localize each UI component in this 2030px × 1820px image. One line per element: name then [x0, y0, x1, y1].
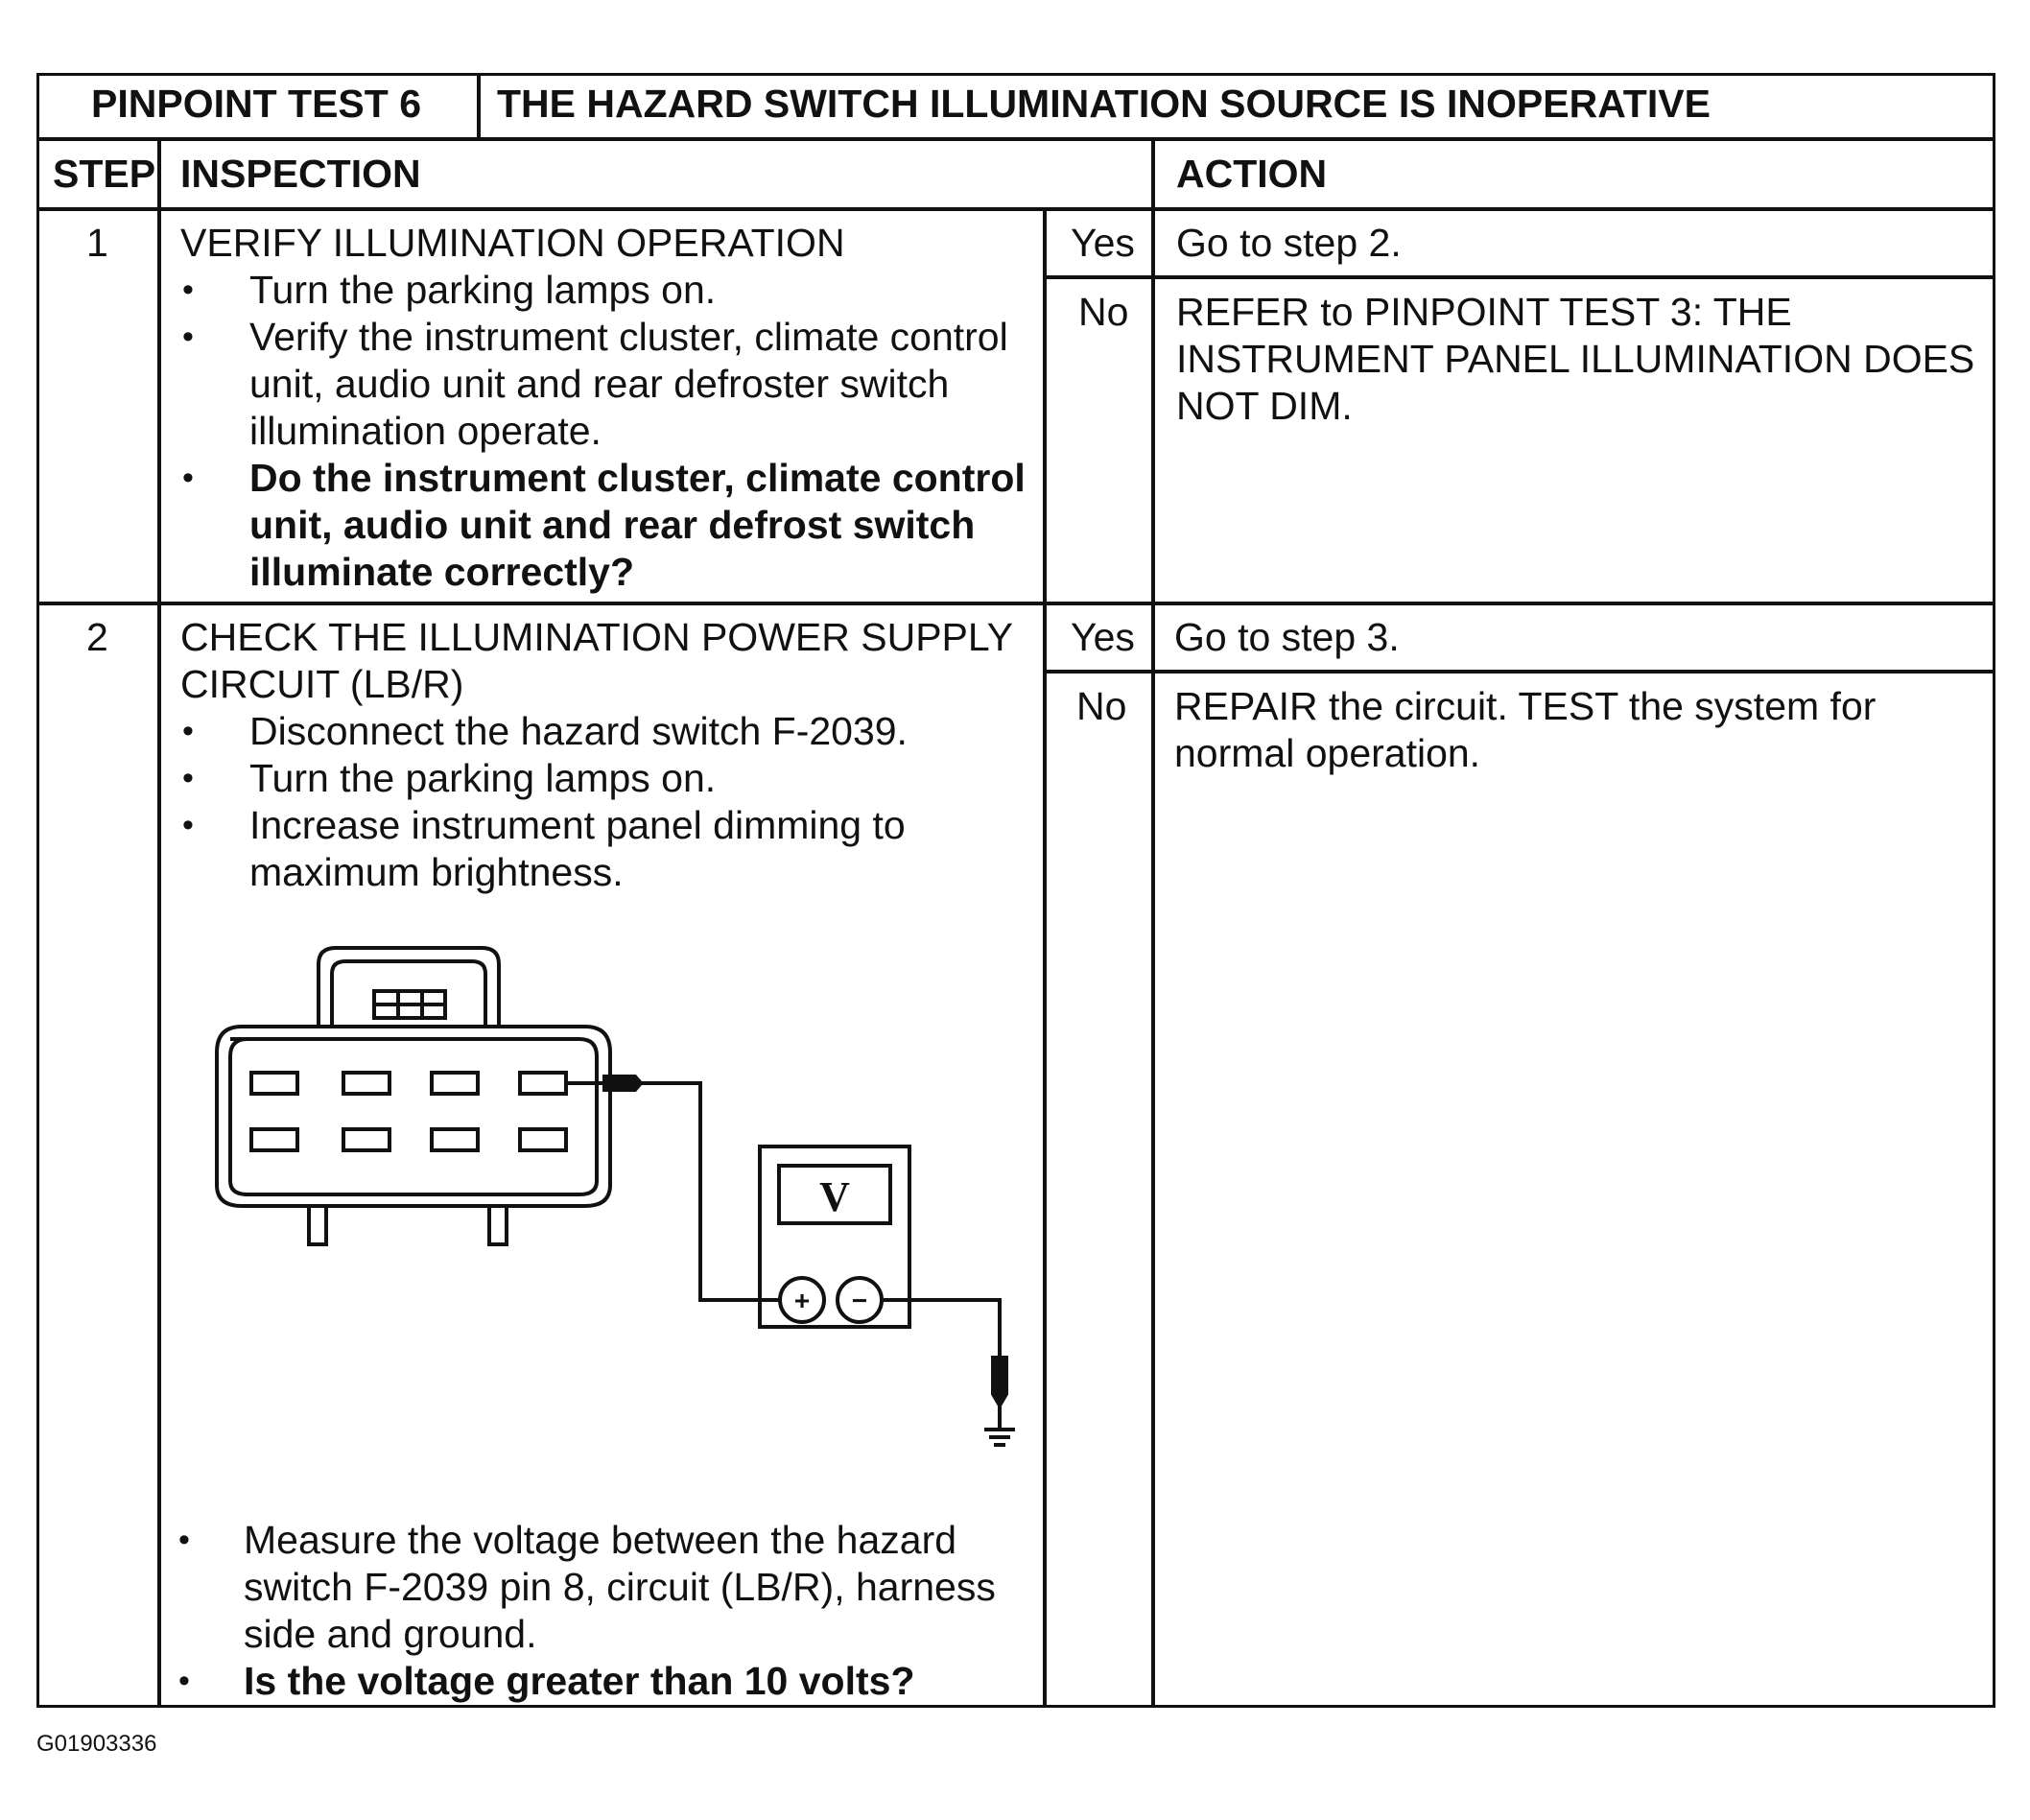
connector-pin: [520, 1129, 566, 1150]
step-number: 2: [86, 615, 108, 659]
bullet-text: unit, audio unit and rear defroster switch: [249, 362, 950, 406]
no-action: REPAIR the circuit. TEST the system for: [1174, 684, 1877, 728]
bullet: •: [182, 319, 194, 355]
bullet-text: Measure the voltage between the hazard: [244, 1518, 957, 1562]
divider-action-col: [1151, 137, 1155, 1708]
bullet: •: [178, 1663, 190, 1699]
ground-probe: [993, 1358, 1006, 1406]
divider-step1-yes: [1046, 275, 1995, 279]
yes-action: Go to step 2.: [1176, 221, 1402, 265]
bullet: •: [182, 272, 194, 308]
no-action: NOT DIM.: [1176, 384, 1353, 428]
bullet-text: Increase instrument panel dimming to: [249, 803, 906, 847]
step-title: CIRCUIT (LB/R): [180, 662, 464, 706]
no-action: INSTRUMENT PANEL ILLUMINATION DOES: [1176, 337, 1975, 381]
bullet: •: [178, 1522, 190, 1558]
divider-header: [36, 137, 1995, 141]
no-label: No: [1078, 290, 1129, 334]
step-title: CHECK THE ILLUMINATION POWER SUPPLY: [180, 615, 1013, 659]
voltmeter-label: V: [819, 1173, 850, 1220]
connector-pin: [432, 1129, 478, 1150]
question-text: illuminate correctly?: [249, 550, 635, 594]
bullet: •: [182, 460, 194, 496]
step-title: VERIFY ILLUMINATION OPERATION: [180, 221, 845, 265]
yes-label: Yes: [1071, 615, 1135, 659]
bullet-text: Verify the instrument cluster, climate control: [249, 315, 1008, 359]
connector-pin-8: [520, 1073, 566, 1094]
question-text: Do the instrument cluster, climate control: [249, 456, 1026, 500]
divider-step-col: [157, 137, 161, 1708]
bullet: •: [182, 760, 194, 796]
probe-tip: [604, 1076, 641, 1090]
test-title: THE HAZARD SWITCH ILLUMINATION SOURCE IS INOPERATIVE: [497, 82, 1711, 126]
connector-tab: [489, 1206, 507, 1244]
minus-sign: −: [851, 1286, 868, 1315]
divider-column-header: [36, 207, 1995, 211]
column-header-action: ACTION: [1176, 152, 1328, 196]
question-text: unit, audio unit and rear defrost switch: [249, 503, 976, 547]
column-header-inspection: INSPECTION: [180, 152, 421, 196]
connector-pin: [343, 1073, 389, 1094]
connector-body: [217, 1027, 610, 1206]
connector-pin: [343, 1129, 389, 1150]
bullet-text: illumination operate.: [249, 409, 602, 453]
bullet-text: Turn the parking lamps on.: [249, 268, 717, 312]
divider-step-1: [36, 602, 1995, 605]
no-action: REFER to PINPOINT TEST 3: THE: [1176, 290, 1792, 334]
yes-label: Yes: [1071, 221, 1135, 265]
connector-pin: [251, 1073, 297, 1094]
bullet-text: maximum brightness.: [249, 850, 624, 894]
column-header-step: STEP: [53, 152, 156, 196]
figure-id: G01903336: [36, 1731, 157, 1757]
bullet-text: side and ground.: [244, 1612, 537, 1656]
connector-voltmeter-diagram: [192, 935, 1036, 1473]
yes-action: Go to step 3.: [1174, 615, 1400, 659]
divider-step2-yes: [1046, 670, 1995, 674]
bullet-text: Turn the parking lamps on.: [249, 756, 717, 800]
test-label: PINPOINT TEST 6: [91, 82, 421, 126]
divider-yesno-col: [1043, 207, 1047, 1708]
step-number: 1: [86, 221, 108, 265]
connector-tab: [309, 1206, 326, 1244]
divider-header-label: [477, 73, 481, 140]
bullet: •: [182, 807, 194, 843]
no-action: normal operation.: [1174, 731, 1481, 775]
bullet-text: Disconnect the hazard switch F-2039.: [249, 709, 908, 753]
bullet-text: switch F-2039 pin 8, circuit (LB/R), harness: [244, 1565, 996, 1609]
plus-sign: +: [793, 1286, 811, 1315]
connector-pin: [251, 1129, 297, 1150]
connector-pin: [432, 1073, 478, 1094]
question-text: Is the voltage greater than 10 volts?: [244, 1659, 915, 1703]
bullet: •: [182, 713, 194, 749]
no-label: No: [1076, 684, 1127, 728]
